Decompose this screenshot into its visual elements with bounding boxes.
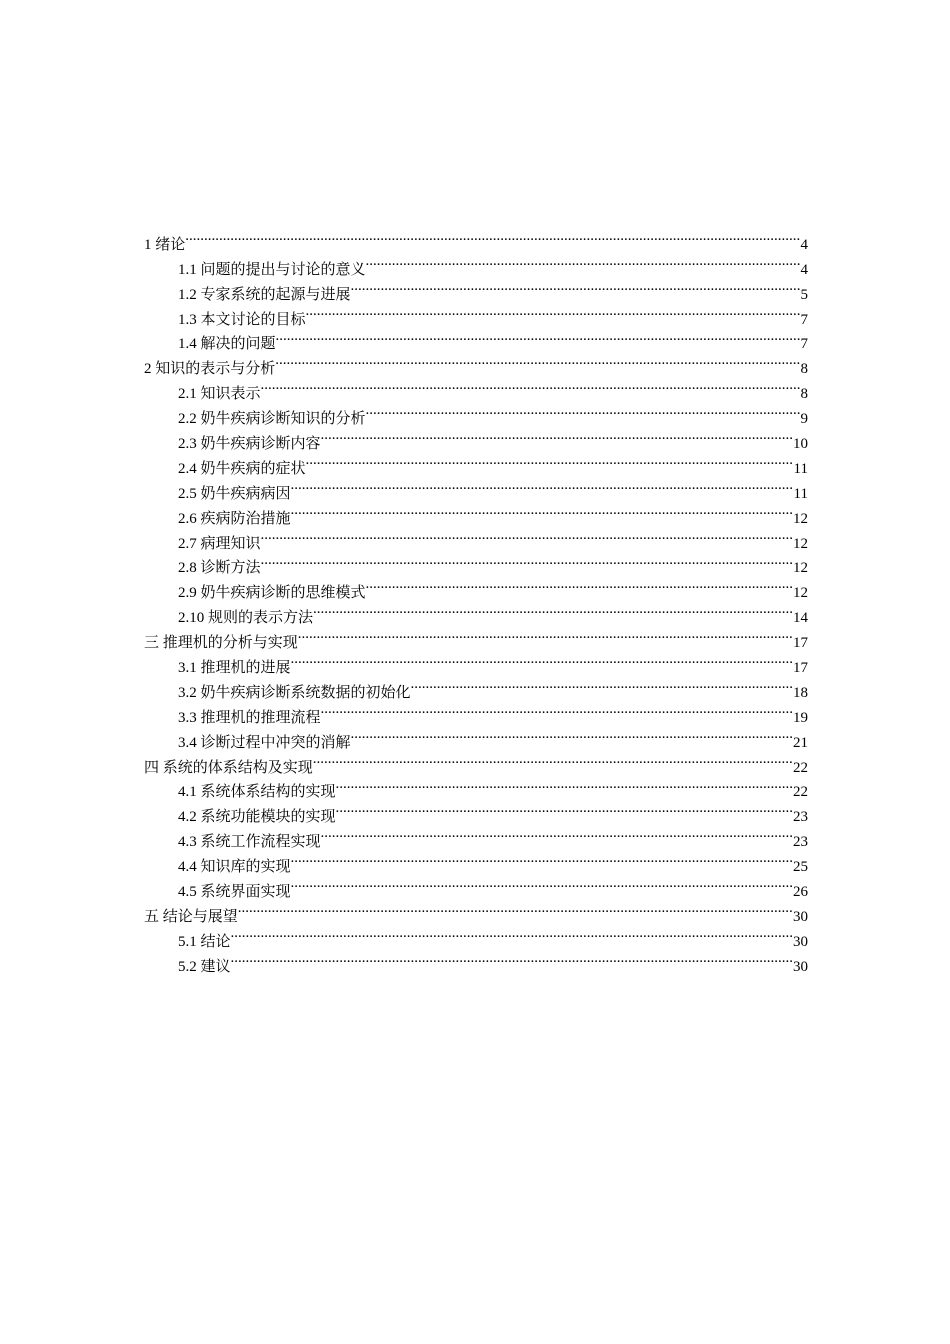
toc-entry-title: 2.3 奶牛疾病诊断内容	[178, 436, 321, 453]
toc-entry-page-number: 23	[793, 809, 808, 826]
toc-entry-page-number: 10	[793, 436, 808, 453]
toc-dot-leader	[291, 846, 793, 871]
toc-entry-page-number: 22	[793, 759, 808, 776]
toc-dot-leader	[291, 871, 793, 896]
toc-entry-title: 1 绪论	[144, 236, 186, 253]
toc-dot-leader	[261, 548, 793, 573]
toc-entry-page-number: 26	[793, 884, 808, 901]
toc-entry-page-number: 12	[793, 510, 808, 527]
toc-entry-title: 2.7 病理知识	[178, 535, 261, 552]
toc-entry-page-number: 17	[793, 660, 808, 677]
toc-dot-leader	[238, 896, 793, 921]
toc-dot-leader	[185, 224, 800, 249]
toc-entry-title: 3.1 推理机的进展	[178, 660, 291, 677]
toc-entry-title: 4.2 系统功能模块的实现	[178, 809, 336, 826]
table-of-contents	[144, 224, 808, 975]
toc-section-entry[interactable]	[144, 921, 808, 950]
toc-entry-page-number: 23	[793, 834, 808, 851]
toc-entry-title: 2.1 知识表示	[178, 386, 261, 403]
toc-entry-title: 5.1 结论	[178, 933, 231, 950]
toc-entry-page-number: 8	[800, 361, 808, 378]
toc-dot-leader	[411, 672, 793, 697]
toc-entry-page-number: 4	[800, 261, 808, 278]
toc-chapter-entry[interactable]	[144, 896, 808, 925]
toc-entry-title: 五 结论与展望	[144, 908, 238, 925]
toc-entry-title: 2.5 奶牛疾病病因	[178, 485, 291, 502]
toc-entry-page-number: 12	[793, 560, 808, 577]
toc-entry-page-number: 17	[793, 635, 808, 652]
toc-entry-title: 4.4 知识库的实现	[178, 859, 291, 876]
toc-entry-page-number: 7	[800, 336, 808, 353]
toc-entry-title: 1.2 专家系统的起源与进展	[178, 286, 351, 303]
toc-entry-title: 2.2 奶牛疾病诊断知识的分析	[178, 411, 366, 428]
toc-dot-leader	[298, 622, 793, 647]
toc-entry-title: 2.4 奶牛疾病的症状	[178, 460, 306, 477]
toc-entry-page-number: 30	[793, 933, 808, 950]
toc-dot-leader	[291, 473, 794, 498]
toc-entry-title: 1.1 问题的提出与讨论的意义	[178, 261, 366, 278]
toc-entry-title: 四 系统的体系结构及实现	[144, 759, 313, 776]
toc-entry-title: 2.6 疾病防治措施	[178, 510, 291, 527]
toc-entry-title: 1.3 本文讨论的目标	[178, 311, 306, 328]
toc-dot-leader	[351, 274, 801, 299]
toc-entry-title: 三 推理机的分析与实现	[144, 635, 298, 652]
toc-dot-leader	[366, 572, 793, 597]
toc-entry-title: 2 知识的表示与分析	[144, 361, 276, 378]
toc-dot-leader	[306, 448, 794, 473]
toc-dot-leader	[321, 821, 793, 846]
toc-dot-leader	[291, 498, 793, 523]
toc-chapter-entry[interactable]	[144, 224, 808, 253]
toc-entry-page-number: 30	[793, 908, 808, 925]
toc-entry-page-number: 5	[800, 286, 808, 303]
toc-section-entry[interactable]	[144, 249, 808, 278]
toc-entry-title: 5.2 建议	[178, 958, 231, 975]
toc-dot-leader	[261, 523, 793, 548]
toc-dot-leader	[366, 249, 801, 274]
toc-entry-title: 2.10 规则的表示方法	[178, 610, 314, 627]
toc-entry-page-number: 19	[793, 709, 808, 726]
toc-dot-leader	[261, 373, 801, 398]
toc-dot-leader	[313, 747, 793, 772]
toc-entry-page-number: 11	[793, 460, 808, 477]
toc-dot-leader	[313, 597, 793, 622]
toc-dot-leader	[275, 348, 800, 373]
toc-dot-leader	[321, 697, 793, 722]
toc-entry-page-number: 22	[793, 784, 808, 801]
toc-entry-page-number: 7	[800, 311, 808, 328]
toc-entry-page-number: 21	[793, 734, 808, 751]
toc-entry-page-number: 8	[800, 386, 808, 403]
toc-dot-leader	[291, 647, 793, 672]
toc-entry-title: 4.1 系统体系结构的实现	[178, 784, 336, 801]
toc-entry-title: 1.4 解决的问题	[178, 336, 276, 353]
toc-dot-leader	[306, 299, 801, 324]
toc-entry-page-number: 11	[793, 485, 808, 502]
toc-entry-title: 3.3 推理机的推理流程	[178, 709, 321, 726]
toc-entry-page-number: 14	[793, 610, 808, 627]
toc-entry-page-number: 25	[793, 859, 808, 876]
toc-entry-title: 4.3 系统工作流程实现	[178, 834, 321, 851]
toc-entry-title: 3.2 奶牛疾病诊断系统数据的初始化	[178, 684, 411, 701]
toc-entry-page-number: 9	[800, 411, 808, 428]
toc-entry-title: 3.4 诊断过程中冲突的消解	[178, 734, 351, 751]
toc-dot-leader	[276, 324, 801, 349]
toc-entry-title: 2.9 奶牛疾病诊断的思维模式	[178, 585, 366, 602]
toc-dot-leader	[336, 796, 793, 821]
toc-entry-page-number: 30	[793, 958, 808, 975]
toc-entry-page-number: 18	[793, 684, 808, 701]
toc-entry-title: 2.8 诊断方法	[178, 560, 261, 577]
toc-dot-leader	[231, 921, 793, 946]
toc-dot-leader	[231, 946, 793, 971]
toc-entry-page-number: 4	[800, 236, 808, 253]
toc-dot-leader	[321, 423, 793, 448]
toc-dot-leader	[351, 722, 793, 747]
toc-entry-page-number: 12	[793, 585, 808, 602]
toc-entry-page-number: 12	[793, 535, 808, 552]
toc-entry-title: 4.5 系统界面实现	[178, 884, 291, 901]
toc-dot-leader	[366, 398, 801, 423]
toc-section-entry[interactable]	[144, 946, 808, 975]
toc-dot-leader	[336, 772, 793, 797]
